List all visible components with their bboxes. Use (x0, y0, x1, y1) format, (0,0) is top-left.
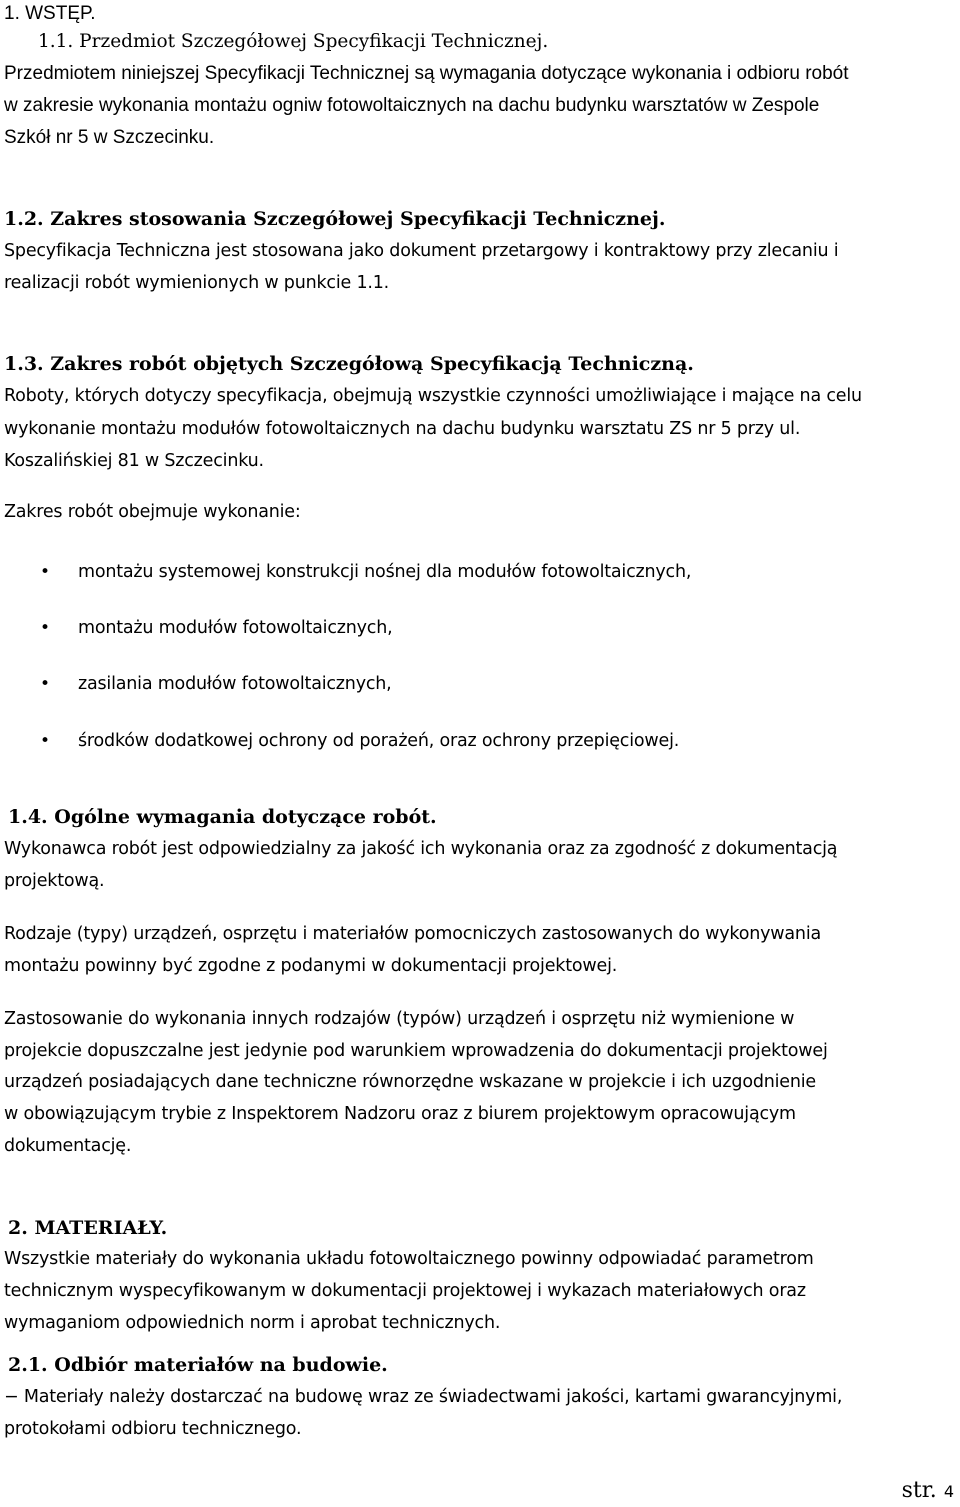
subsection-1-4-heading: 1.4. Ogólne wymagania dotyczące robót. (8, 806, 437, 828)
subsection-1-3-heading: 1.3. Zakres robót objętych Szczegółową Specyfikacją Techniczną. (4, 353, 694, 375)
paragraph-line: Koszalińskiej 81 w Szczecinku. (4, 451, 264, 471)
list-item-text: montażu modułów fotowoltaicznych, (78, 618, 393, 638)
bullet-marker: • (40, 674, 51, 694)
subsection-1-1-heading: 1.1. Przedmiot Szczegółowej Specyfikacji Technicznej. (38, 31, 549, 52)
paragraph-line: wykonanie montażu modułów fotowoltaicznych na dachu budynku warsztatu ZS nr 5 przy ul. (4, 419, 801, 439)
paragraph-line: w obowiązującym trybie z Inspektorem Nadzoru oraz z biurem projektowym opracowującym (4, 1104, 796, 1124)
page-number-value: 4 (943, 1482, 954, 1501)
paragraph-line: − Materiały należy dostarczać na budowę wraz ze świadectwami jakości, kartami gwarancyjnymi, (4, 1387, 843, 1407)
paragraph-line: Specyfikacja Techniczna jest stosowana jako dokument przetargowy i kontraktowy przy zlecaniu i (4, 241, 839, 261)
scope-intro: Zakres robót obejmuje wykonanie: (4, 502, 301, 522)
list-item-text: montażu systemowej konstrukcji nośnej dla modułów fotowoltaicznych, (78, 562, 692, 582)
paragraph-line: technicznym wyspecyfikowanym w dokumentacji projektowej i wykazach materiałowych oraz (4, 1281, 806, 1301)
paragraph-line: Zastosowanie do wykonania innych rodzajów (typów) urządzeń i osprzętu niż wymienione w (4, 1009, 795, 1029)
paragraph-line: Rodzaje (typy) urządzeń, osprzętu i materiałów pomocniczych zastosowanych do wykonywania (4, 924, 822, 944)
paragraph-line: realizacji robót wymienionych w punkcie 1.1. (4, 273, 390, 293)
paragraph-line: projektową. (4, 871, 105, 891)
page-number (902, 1477, 954, 1506)
section-1-heading: 1. WSTĘP. (4, 3, 96, 24)
paragraph-line: wymaganiom odpowiednich norm i aprobat technicznych. (4, 1313, 501, 1333)
bullet-marker: • (40, 731, 51, 751)
paragraph-line: Roboty, których dotyczy specyfikacja, obejmują wszystkie czynności umożliwiające i mające na celu (4, 386, 862, 406)
bullet-marker: • (40, 618, 51, 638)
paragraph-line: protokołami odbioru technicznego. (4, 1419, 302, 1439)
paragraph-line: dokumentację. (4, 1136, 132, 1156)
bullet-marker: • (40, 562, 51, 582)
list-item-text: zasilania modułów fotowoltaicznych, (78, 674, 392, 694)
paragraph-line: montażu powinny być zgodne z podanymi w dokumentacji projektowej. (4, 956, 618, 976)
section-2-heading: 2. MATERIAŁY. (8, 1217, 168, 1239)
list-item-text: środków dodatkowej ochrony od porażeń, oraz ochrony przepięciowej. (78, 731, 680, 751)
paragraph-line: urządzeń posiadających dane techniczne równorzędne wskazane w projekcie i ich uzgodnienie (4, 1072, 816, 1092)
subsection-1-2-heading: 1.2. Zakres stosowania Szczegółowej Specyfikacji Technicznej. (4, 208, 666, 230)
paragraph-line: Wszystkie materiały do wykonania układu fotowoltaicznego powinny odpowiadać parametrom (4, 1249, 814, 1269)
paragraph-line: w zakresie wykonania montażu ogniw fotowoltaicznych na dachu budynku warsztatów w Zespole (4, 95, 820, 116)
subsection-2-1-heading: 2.1. Odbiór materiałów na budowie. (8, 1354, 388, 1376)
paragraph-line: Przedmiotem niniejszej Specyfikacji Technicznej są wymagania dotyczące wykonania i odbioru robót (4, 63, 849, 84)
paragraph-line: Szkół nr 5 w Szczecinku. (4, 127, 215, 148)
paragraph-line: Wykonawca robót jest odpowiedzialny za jakość ich wykonania oraz za zgodność z dokumentacją (4, 839, 838, 859)
page-label: str. (901, 1478, 937, 1503)
paragraph-line: projekcie dopuszczalne jest jedynie pod warunkiem wprowadzenia do dokumentacji projektowej (4, 1041, 828, 1061)
